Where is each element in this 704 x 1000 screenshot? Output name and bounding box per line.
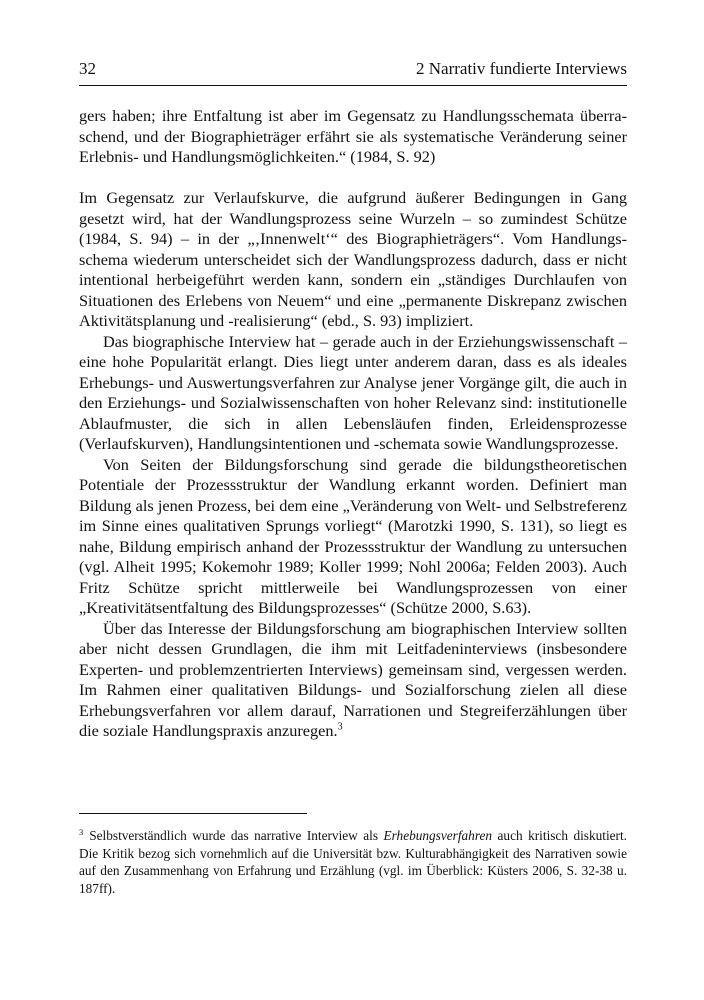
paragraph-continuation (79, 106, 627, 168)
running-header (79, 58, 627, 86)
footnote-text: auch kritisch diskutiert. Die Kritik bezog sich vornehmlich auf die Universität bzw. Kulturabhängigkeit des Narrativen sowie auf den Zusammenhang von Erfahrung und Erzählung (vgl. im Überblick: Küsters 2006, S. 32-38 u. 187ff). (79, 828, 628, 896)
footnote-mark: 3 (79, 826, 84, 837)
page-content (79, 58, 627, 742)
paragraph-text: Von Seiten der Bildungsforschung sind gerade die bildungstheoretischen Potentiale der Prozessstruktur der Wandlung erkannt worden. Definiert man Bildung als jenen Prozess, bei dem eine „Veränderung von Welt- und Selbstreferenz im Sinne eines qualitativen Sprungs vorliegt“ (Marotzki 1990, S. 131), so liegt es nahe, Bildung empirisch anhand der Prozessstruktur der Wandlung zu untersuchen (vgl. Alheit 1995; Kokemohr 1989; Koller 1999; Nohl 2006a; Felden 2003). Auch Fritz Schütze spricht mittlerweile bei Wandlungsprozessen von einer „Kreativitätsentfaltung des Bildungsprozesses“ (Schütze 2000, S.63). (79, 454, 627, 617)
footnote-reference[interactable]: 3 (337, 721, 343, 733)
paragraph (79, 332, 627, 455)
paragraph-text: gers haben; ihre Entfaltung ist aber im Gegensatz zu Handlungsschemata überraschend, und der Biographieträger erfährt sie als systematische Veränderung seiner Erlebnis- und Handlungsmöglichkeiten.“ (1984, S. 92) (79, 106, 627, 166)
paragraph-text: Im Gegensatz zur Verlaufskurve, die aufgrund äußerer Bedingungen in Gang gesetzt wird, hat der Wandlungsprozess seine Wurzeln – so zumindest Schütze (1984, S. 94) – in der „‚Innenwelt‘“ des Biographieträgers“. Vom Handlungsschema wiederum unterscheidet sich der Wandlungsprozess dadurch, dass er nicht intentional herbeigeführt werden kann, sondern ein „ständiges Durchlaufen von Situationen des Erlebens von Neuem“ und eine „permanente Diskrepanz zwischen Aktivitätsplanung und -realisierung“ (ebd., S. 93) impliziert. (79, 188, 627, 330)
paragraph (79, 619, 627, 742)
paragraph-text: Das biographische Interview hat – gerade auch in der Erziehungswissenschaft – eine hohe Popularität erlangt. Dies liegt unter anderem daran, dass es als ideales Erhebungs- und Auswertungsverfahren zur Analyse jener Vorgänge gilt, die auch in den Erziehungs- und Sozialwissenschaften von hoher Relevanz sind: institutionelle Ablaufmuster, die sich in allen Lebensläufen finden, Erleidensprozesse (Verlaufskurven), Handlungsintentionen und -schemata sowie Wandlungsprozesse. (79, 331, 627, 453)
paragraph (79, 455, 627, 619)
body-text (79, 106, 627, 742)
footnote (79, 827, 627, 897)
footnote-text: Selbstverständlich wurde das narrative Interview als (89, 828, 384, 843)
chapter-title: 2 Narrativ fundierte Interviews (416, 59, 627, 78)
footnotes (79, 827, 627, 897)
footnote-emphasis: Erhebungsverfahren (383, 828, 493, 843)
paragraph (79, 188, 627, 332)
page-number: 32 (79, 59, 96, 78)
footnote-divider (79, 813, 307, 814)
paragraph-text: Über das Interesse der Bildungsforschung am biographischen Interview sollten aber nicht dessen Grundlagen, die ihm mit Leitfadeninterviews (insbesondere Experten- und problemzentrierten Interviews) gemeinsam sind, vergessen werden. Im Rahmen einer qualitativen Bildungs- und Sozialforschung zielen all diese Erhebungsverfahren vor allem darauf, Narrationen und Stegreiferzählungen über die soziale Handlungspraxis anzuregen. (79, 618, 627, 740)
